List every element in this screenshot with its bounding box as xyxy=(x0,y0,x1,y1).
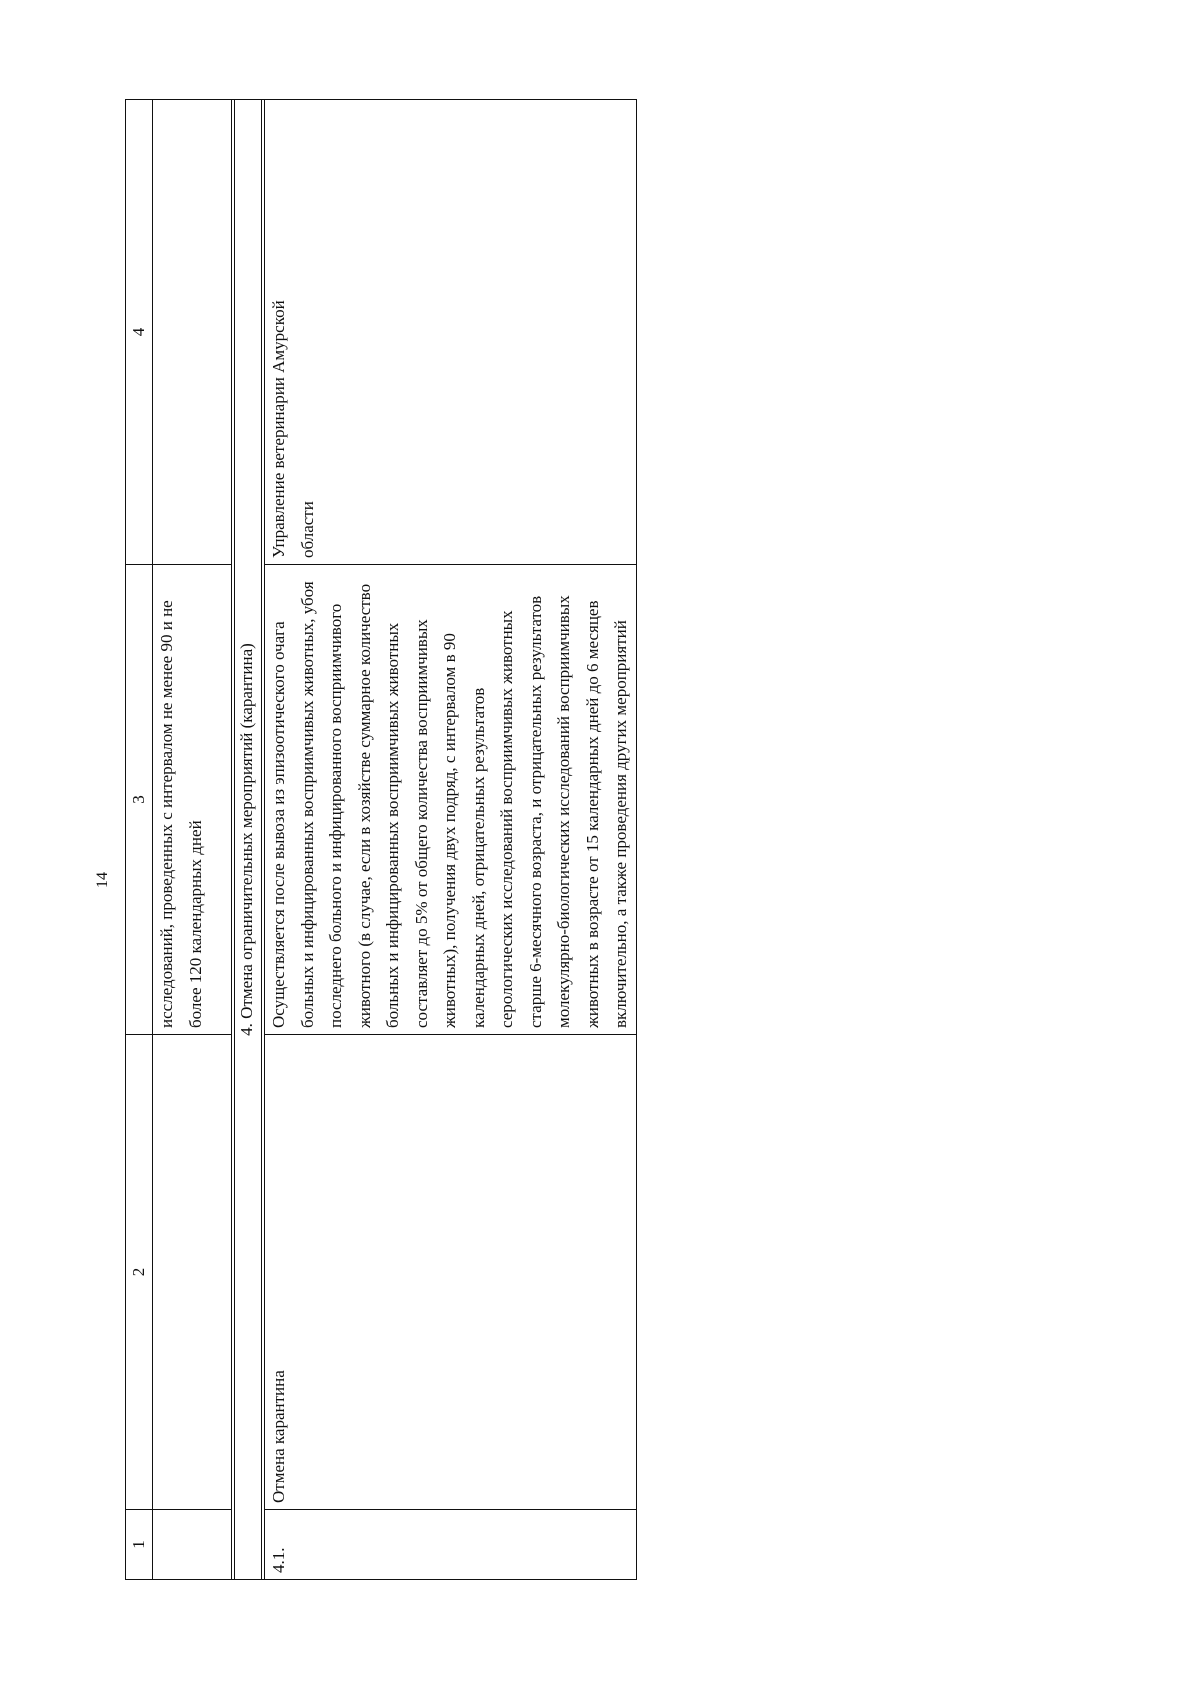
condition-line: дней, отрицательных результатов xyxy=(468,687,488,930)
responsible-party xyxy=(265,100,637,565)
condition-line: получения двух подряд, с xyxy=(440,755,459,941)
condition-line: восприимчивого животного (в xyxy=(326,603,374,1028)
condition-line: календарных дней до 6 месяцев xyxy=(582,600,602,831)
row-number: 4.1. xyxy=(265,1510,637,1580)
condition-line: исследований восприимчивых xyxy=(554,595,573,816)
table-row-4-1 xyxy=(265,100,637,1580)
rotated-sheet xyxy=(125,100,965,1580)
condition-line: животных, убоя последнего xyxy=(297,581,345,1028)
continued-line: исследований, проведенных с xyxy=(157,812,176,1028)
condition-line: животных в возрасте от 15 xyxy=(582,835,602,1028)
condition-line: серологических исследований xyxy=(497,808,516,1028)
page-number: 14 xyxy=(94,872,111,888)
condition-line: животных составляет до 5% от xyxy=(383,622,431,1028)
header-col-3: 3 xyxy=(126,565,153,1035)
condition-line: Осуществляется после вывоза из xyxy=(269,788,288,1028)
continued-col-1 xyxy=(153,1510,232,1580)
continued-row xyxy=(153,100,232,1580)
header-col-4: 4 xyxy=(126,100,153,565)
condition-line: восприимчивых животных), xyxy=(411,619,459,1028)
continued-col-3 xyxy=(153,565,232,1035)
condition-line: включительно, а также проведения xyxy=(611,774,630,1028)
condition-line: инфицированных восприимчивых xyxy=(297,700,317,949)
measure-condition xyxy=(265,565,637,1035)
table-header-row xyxy=(126,100,153,1580)
condition-line: восприимчивых животных старше xyxy=(497,610,545,1028)
measures-table xyxy=(125,99,637,1580)
condition-line: 6-месячного возраста, и xyxy=(525,798,545,972)
condition-line: отрицательных результатов xyxy=(525,595,545,795)
continued-col-2 xyxy=(153,1035,232,1510)
header-col-2: 2 xyxy=(126,1035,153,1510)
condition-line: случае, если в хозяйстве xyxy=(354,751,374,929)
continued-col-4 xyxy=(153,100,232,565)
condition-line: молекулярно-биологических xyxy=(554,820,573,1028)
continued-line: интервалом не менее 90 и не более xyxy=(157,600,205,1028)
condition-line: интервалом в 90 календарных xyxy=(440,633,488,1028)
condition-line: суммарное количество больных и xyxy=(354,583,402,1028)
condition-line: инфицированных восприимчивых xyxy=(383,700,402,949)
condition-line: общего количества xyxy=(411,740,431,878)
condition-line: других мероприятий xyxy=(611,620,630,770)
condition-line: больного и инфицированного xyxy=(326,728,345,943)
responsible-line: Управление ветеринарии Амурской xyxy=(269,300,288,558)
condition-line: эпизоотического очага больных и xyxy=(269,621,317,1028)
continued-line: 120 календарных дней xyxy=(185,820,205,984)
measure-name: Отмена карантина xyxy=(265,1035,637,1510)
header-col-1: 1 xyxy=(126,1510,153,1580)
section-title: 4. Отмена ограничительных мероприятий (карантина) xyxy=(237,643,256,1036)
section-row xyxy=(235,100,262,1580)
responsible-line: области xyxy=(297,501,317,558)
